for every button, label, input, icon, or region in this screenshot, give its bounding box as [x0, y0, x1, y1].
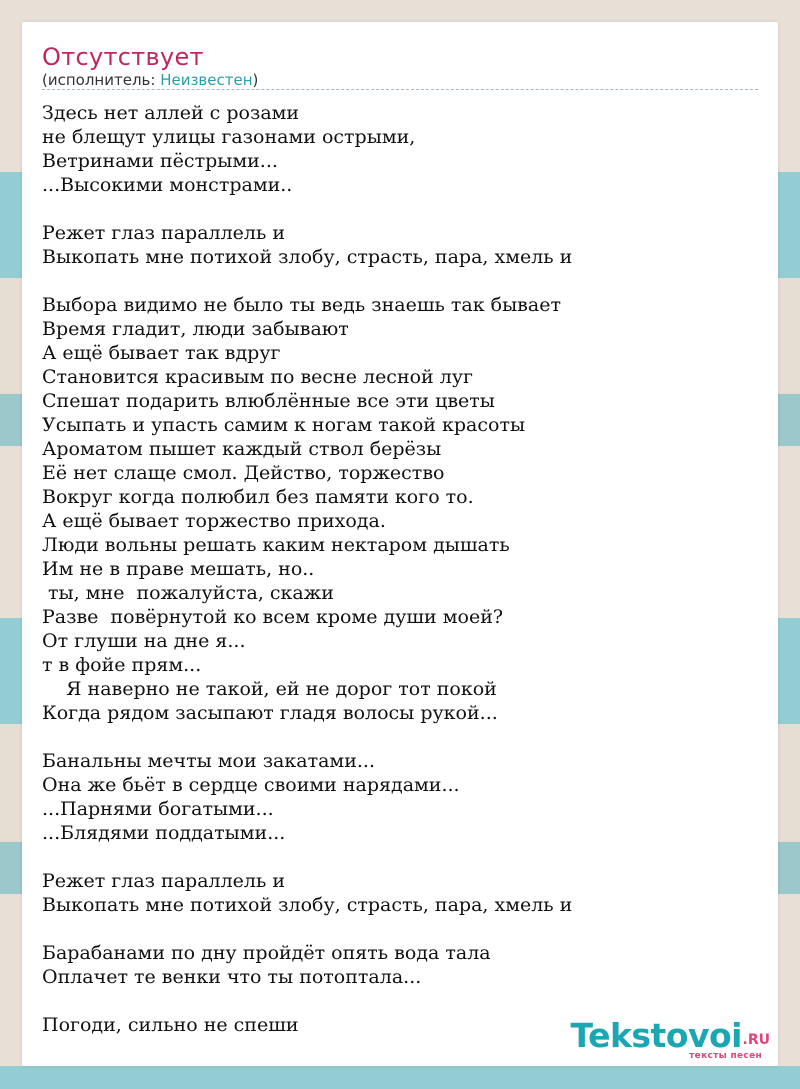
artist-prefix: (исполнитель: — [42, 71, 161, 89]
lyric-line: Выкопать мне потихой злобу, страсть, пара, хмель и — [42, 894, 573, 916]
lyric-line: не блещут улицы газонами острыми, — [42, 126, 416, 148]
artist-suffix: ) — [252, 71, 259, 89]
lyric-line: ...Парнями богатыми... — [42, 798, 274, 820]
lyric-line: Усыпать и упасть самим к ногам такой красоты — [42, 414, 526, 436]
lyric-line: Спешат подарить влюблённые все эти цветы — [42, 390, 495, 412]
lyric-line: Выбора видимо не было ты ведь знаешь так бывает — [42, 294, 561, 316]
logo-wordmark: Tekstovoi — [570, 1016, 742, 1055]
artist-link[interactable]: Неизвестен — [160, 71, 253, 89]
lyric-line: Барабанами по дну пройдёт опять вода тала — [42, 942, 491, 964]
lyric-line: А ещё бывает так вдруг — [42, 342, 281, 364]
logo-tld: .RU — [742, 1032, 770, 1048]
lyric-line: ...Высокими монстрами.. — [42, 174, 293, 196]
artist-line — [42, 70, 258, 90]
title-divider — [42, 89, 758, 90]
lyric-line — [42, 845, 762, 869]
lyric-line: Выкопать мне потихой злобу, страсть, пара, хмель и — [42, 246, 573, 268]
song-title: Отсутствует — [42, 43, 204, 71]
lyric-line: Разве повёрнутой ко всем кроме души моей? — [42, 606, 504, 628]
lyric-line — [42, 989, 762, 1013]
lyric-line: т в фойе прям... — [42, 654, 202, 676]
logo-tagline: тексты песен — [689, 1051, 762, 1061]
lyric-line: Время гладит, люди забывают — [42, 318, 349, 340]
lyrics-card — [22, 22, 778, 1066]
lyric-line: Когда рядом засыпают гладя волосы рукой... — [42, 702, 498, 724]
lyric-line: Люди вольны решать каким нектаром дышать — [42, 534, 510, 556]
lyric-line: Оплачет те венки что ты потоптала... — [42, 966, 422, 988]
lyric-line: Становится красивым по весне лесной луг — [42, 366, 473, 388]
lyric-line — [42, 269, 762, 293]
lyric-line: Им не в праве мешать, но.. — [42, 558, 315, 580]
lyric-line: Её нет слаще смол. Действо, торжество — [42, 462, 445, 484]
lyric-line — [42, 725, 762, 749]
lyric-line — [42, 197, 762, 221]
lyric-line: А ещё бывает торжество прихода. — [42, 510, 386, 532]
lyrics-text — [42, 101, 762, 1037]
lyric-line: Режет глаз параллель и — [42, 870, 286, 892]
lyric-line: Режет глаз параллель и — [42, 222, 286, 244]
lyric-line — [42, 917, 762, 941]
lyric-line: Я наверно не такой, ей не дорог тот покой — [42, 678, 497, 700]
lyric-line: Банальны мечты мои закатами... — [42, 750, 375, 772]
lyric-line: Ароматом пышет каждый ствол берёзы — [42, 438, 442, 460]
lyric-line: ты, мне пожалуйста, скажи — [42, 582, 334, 604]
site-logo[interactable] — [560, 1018, 770, 1060]
lyric-line: ...Блядями поддатыми... — [42, 822, 286, 844]
lyric-line: Вокруг когда полюбил без памяти кого то. — [42, 486, 474, 508]
lyric-line: Здесь нет аллей с розами — [42, 102, 300, 124]
lyric-line: Она же бьёт в сердце своими нарядами... — [42, 774, 460, 796]
lyric-line: От глуши на дне я... — [42, 630, 246, 652]
lyric-line: Ветринами пёстрыми... — [42, 150, 278, 172]
lyric-line: Погоди, сильно не спеши — [42, 1014, 299, 1036]
